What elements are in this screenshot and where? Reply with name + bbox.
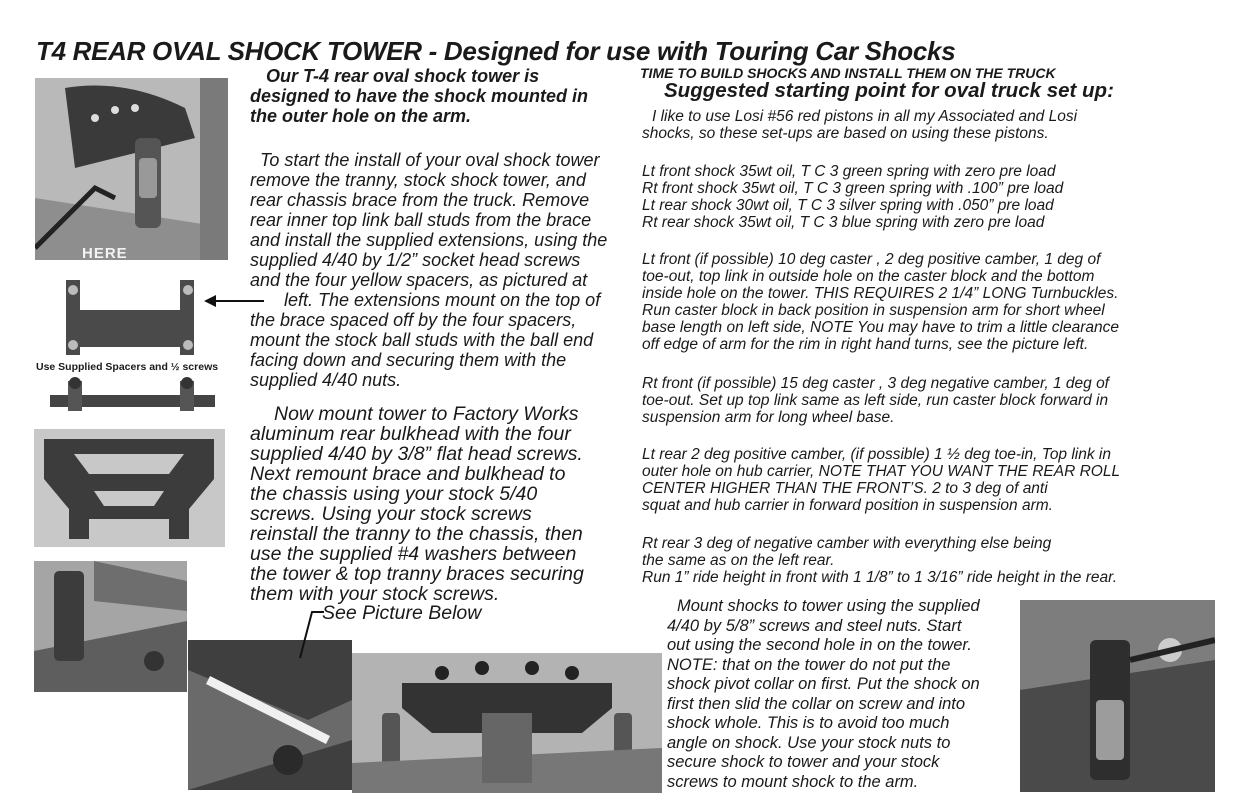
lt-front-line: Run caster block in back position in suspension arm for short wheel: [642, 302, 1105, 319]
install-line: supplied 4/40 by 1/2” socket head screws: [250, 250, 581, 270]
install-line: supplied 4/40 nuts.: [250, 370, 402, 390]
lt-front-line: toe-out, top link in outside hole on the caster block and the bottom: [642, 268, 1095, 285]
page-title: T4 REAR OVAL SHOCK TOWER - Designed for use with Touring Car Shocks: [36, 36, 956, 66]
rt-front-paragraph: [642, 375, 1232, 426]
lt-rear-line: Lt rear 2 deg positive camber, (if possible) 1 ½ deg toe-in, Top link in: [642, 446, 1111, 463]
lt-front-line: Lt front (if possible) 10 deg caster , 2 deg positive camber, 1 deg of: [642, 251, 1101, 268]
tranny-brace-photo: [188, 640, 352, 790]
spacers-screws-photo: [40, 377, 225, 417]
truck-rear-assembly-photo: [352, 653, 662, 793]
shock-mount-line: angle on shock. Use your stock nuts to: [667, 733, 951, 752]
shock-mount-line: first then slid the collar on screw and into: [667, 694, 966, 713]
shock-oil-line: Lt rear shock 30wt oil, T C 3 silver spring with .050” pre load: [642, 197, 1054, 214]
intro-line: Our T-4 rear oval shock tower is: [266, 66, 540, 86]
shock-on-tower-photo: [1020, 600, 1215, 792]
lt-rear-line: outer hole on hub carrier, NOTE THAT YOU WANT THE REAR ROLL: [642, 463, 1121, 480]
lt-rear-line: squat and hub carrier in forward position in suspension arm.: [642, 497, 1053, 514]
rt-rear-line: Run 1” ride height in front with 1 1/8” to 1 3/16” ride height in the rear.: [642, 569, 1118, 586]
intro-paragraph: [250, 66, 640, 126]
install-line: and install the supplied extensions, using the: [250, 230, 608, 250]
mount-line: aluminum rear bulkhead with the four: [250, 423, 571, 445]
install-line: mount the stock ball studs with the ball end: [250, 330, 594, 350]
lt-front-line: base length on left side, NOTE You may have to trim a little clearance: [642, 319, 1120, 336]
mount-line: reinstall the tranny to the chassis, then: [250, 523, 583, 545]
see-picture-below-note: See Picture Below: [322, 602, 482, 624]
shock-oil-line: Rt front shock 35wt oil, T C 3 green spring with .100” pre load: [642, 180, 1064, 197]
mount-tower-paragraph: [250, 404, 630, 604]
mount-line: Next remount brace and bulkhead to: [250, 463, 566, 485]
shock-tower-installed-photo: [35, 78, 228, 260]
pointer-line: [290, 610, 324, 660]
lt-front-line: off edge of arm for the rim in right hand turns, see the picture left.: [642, 336, 1089, 353]
rt-rear-paragraph: [642, 535, 1232, 586]
install-line: rear chassis brace from the truck. Remove: [250, 190, 590, 210]
shock-oil-line: Rt rear shock 35wt oil, T C 3 blue spring with zero pre load: [642, 214, 1045, 231]
brace-extension-photo: [38, 275, 228, 357]
shock-mount-line: shock whole. This is to avoid too much: [667, 714, 950, 732]
shock-mount-line: secure shock to tower and your stock: [667, 753, 940, 771]
shock-mount-line: 4/40 by 5/8” screws and steel nuts. Start: [667, 616, 962, 635]
shock-mount-line: Mount shocks to tower using the supplied: [677, 597, 980, 615]
shock-mount-line: shock pivot collar on first. Put the shock on: [667, 675, 980, 693]
setup-heading: Suggested starting point for oval truck set up:: [664, 79, 1114, 102]
lt-rear-paragraph: [642, 446, 1232, 514]
rt-front-line: toe-out. Set up top link same as left side, run caster block forward in: [642, 392, 1109, 409]
shock-tower-part-photo: [34, 429, 225, 547]
mount-line: the chassis using your stock 5/40: [250, 483, 538, 505]
install-line: remove the tranny, stock shock tower, and: [250, 170, 586, 190]
rt-front-line: Rt front (if possible) 15 deg caster , 3 deg negative camber, 1 deg of: [642, 375, 1109, 392]
shock-mount-paragraph: [667, 597, 1027, 792]
install-line: rear inner top link ball studs from the brace: [250, 210, 592, 230]
install-line: To start the install of your oval shock tower: [260, 150, 600, 170]
install-paragraph: [250, 150, 642, 390]
caster-block-photo: [34, 561, 187, 692]
install-line: left. The extensions mount on the top of: [284, 290, 601, 310]
shock-oil-line: Lt front shock 35wt oil, T C 3 green spring with zero pre load: [642, 163, 1056, 180]
pistons-line: I like to use Losi #56 red pistons in all my Associated and Losi: [652, 108, 1078, 125]
lt-front-paragraph: [642, 251, 1232, 353]
intro-line: designed to have the shock mounted in: [250, 86, 589, 106]
install-line: the brace spaced off by the four spacers,: [250, 310, 577, 330]
install-line: facing down and securing them with the: [250, 350, 567, 370]
mount-line: use the supplied #4 washers between: [250, 543, 577, 565]
time-to-build-heading: TIME TO BUILD SHOCKS AND INSTALL THEM ON THE TRUCK: [640, 65, 1056, 81]
shock-mount-line: out using the second hole in on the tower.: [667, 636, 972, 654]
mount-line: supplied 4/40 by 3/8” flat head screws.: [250, 443, 583, 465]
lt-front-line: inside hole on the tower. THIS REQUIRES 2 1/4” LONG Turnbuckles.: [642, 285, 1119, 302]
mount-line: them with your stock screws.: [250, 583, 500, 605]
mount-line: Now mount tower to Factory Works: [274, 403, 579, 425]
mount-line: the tower & top tranny braces securing: [250, 563, 584, 585]
rt-rear-line: Rt rear 3 deg of negative camber with everything else being: [642, 535, 1052, 552]
pistons-line: shocks, so these set-ups are based on using these pistons.: [642, 125, 1049, 142]
mount-line: screws. Using your stock screws: [250, 503, 532, 525]
install-line: and the four yellow spacers, as pictured at: [250, 270, 588, 290]
shock-oil-list: [642, 163, 1232, 231]
rt-rear-line: the same as on the left rear.: [642, 552, 835, 569]
pistons-paragraph: [642, 108, 1232, 142]
here-label: HERE: [82, 245, 128, 262]
shock-mount-line: NOTE: that on the tower do not put the: [667, 655, 951, 674]
shock-mount-line: screws to mount shock to the arm.: [667, 772, 919, 791]
intro-line: the outer hole on the arm.: [250, 106, 472, 126]
lt-rear-line: CENTER HIGHER THAN THE FRONT’S. 2 to 3 deg of anti: [642, 480, 1048, 497]
rt-front-line: suspension arm for long wheel base.: [642, 409, 895, 426]
spacer-caption: Use Supplied Spacers and ½ screws: [36, 361, 219, 373]
